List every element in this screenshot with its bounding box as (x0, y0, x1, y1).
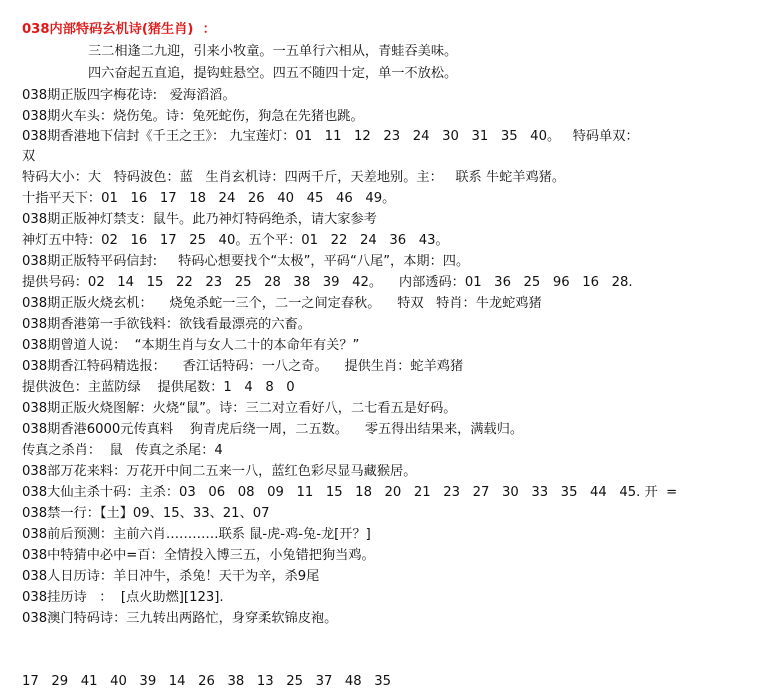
text-line-28: 038澳门特码诗：三九转出两路忙，身穿柔软锦皮袍。 (22, 611, 338, 626)
text-line-25: 038中特猜中必中=百：全情投入博三五，小兔错把狗当鸡。 (22, 548, 375, 563)
text-line-14: 038期香港第一手欲钱料：欲钱看最漂亮的六畜。 (22, 317, 311, 332)
highlight-line-30 (22, 651, 753, 671)
text-line-15: 038期曾道人说： “本期生肖与女人二十的本命年有关？” (22, 338, 360, 353)
text-line-5: 038期香港地下信封《千王之王》： 九宝莲灯：01 11 12 23 24 30 31 35 40。 特码单双： (22, 129, 639, 144)
text-line-9: 038期正版神灯禁支：鼠牛。此乃神灯特码绝杀，请大家参考 (22, 212, 377, 227)
text-line-4: 038期火车头：烧伤兔。诗：兔死蛇伤，狗急在先猪也跳。 (22, 109, 364, 124)
doc-title: 038内部特码玄机诗(猪生肖) ： (22, 22, 216, 37)
poem-line-1: 三二相逢二九迎，引来小牧童。一五单行六相从，青蛙吞美味。 (88, 44, 458, 59)
text-line-23: 038禁一行：【土】09、15、33、21、07 (22, 506, 270, 521)
text-line-20: 传真之杀肖： 鼠 传真之杀尾：4 (22, 443, 223, 458)
highlight-line-29 (22, 630, 753, 650)
text-line-13: 038期正版火烧玄机： 烧兔杀蛇一三个，二一之间定春秋。 特双 特肖：牛龙蛇鸡猪 (22, 296, 542, 311)
text-line-27: 038挂历诗 ： [点火助燃][123]. (22, 590, 224, 605)
text-line-16: 038期香江特码精选报： 香江话特码：一八之奇。 提供生肖：蛇羊鸡猪 (22, 359, 464, 374)
text-line-18: 038期正版火烧图解：火烧“鼠”。诗：三二对立看好八，二七看五是好码。 (22, 401, 457, 416)
text-line-12: 提供号码：02 14 15 22 23 25 28 38 39 42。 内部透码：01 36 25 96 16 28. (22, 275, 633, 290)
text-line-19: 038期香港6000元传真料 狗青虎后绕一周，二五数。 零五得出结果来，满载归。 (22, 422, 524, 437)
poem-line-2: 四六奋起五直追，提钩蛀悬空。四五不随四十定，单一不放松。 (88, 66, 458, 81)
text-line-3: 038期正版四字梅花诗: 爱海滔滔。 (22, 88, 236, 103)
text-line-8: 十指平天下：01 16 17 18 24 26 40 45 46 49。 (22, 191, 396, 206)
text-line-24: 038前后预测：主前六肖…………联系 鼠-虎-鸡-兔-龙[开？] (22, 527, 371, 542)
text-line-10: 神灯五中特：02 16 17 25 40。五个平：01 22 24 36 43。 (22, 233, 449, 248)
text-line-11: 038期正版特平码信封: 特码心想要找个“太极”，平码“八尾”，本期：四。 (22, 254, 470, 269)
text-line-6: 双 (22, 149, 36, 164)
text-line-26: 038人日历诗：羊日冲牛，杀兔！天干为辛，杀9尾 (22, 569, 320, 584)
numbers-row-2: 17 29 41 40 39 14 26 38 13 25 37 48 35 (22, 674, 392, 689)
text-line-17: 提供波色：主蓝防绿 提供尾数：1 4 8 0 (22, 380, 295, 395)
text-line-22: 038大仙主杀十码：主杀：03 06 08 09 11 15 18 20 21 23 27 30 33 35 44 45. 开 = (22, 485, 678, 500)
text-line-21: 038部万花来料：万花开中间二五来一八，蓝红色彩尽显马藏猴居。 (22, 464, 417, 479)
text-line-7: 特码大小：大 特码波色：蓝 生肖玄机诗：四两千斤，天差地别。主： 联系 牛蛇羊鸡猪。 (22, 170, 566, 185)
